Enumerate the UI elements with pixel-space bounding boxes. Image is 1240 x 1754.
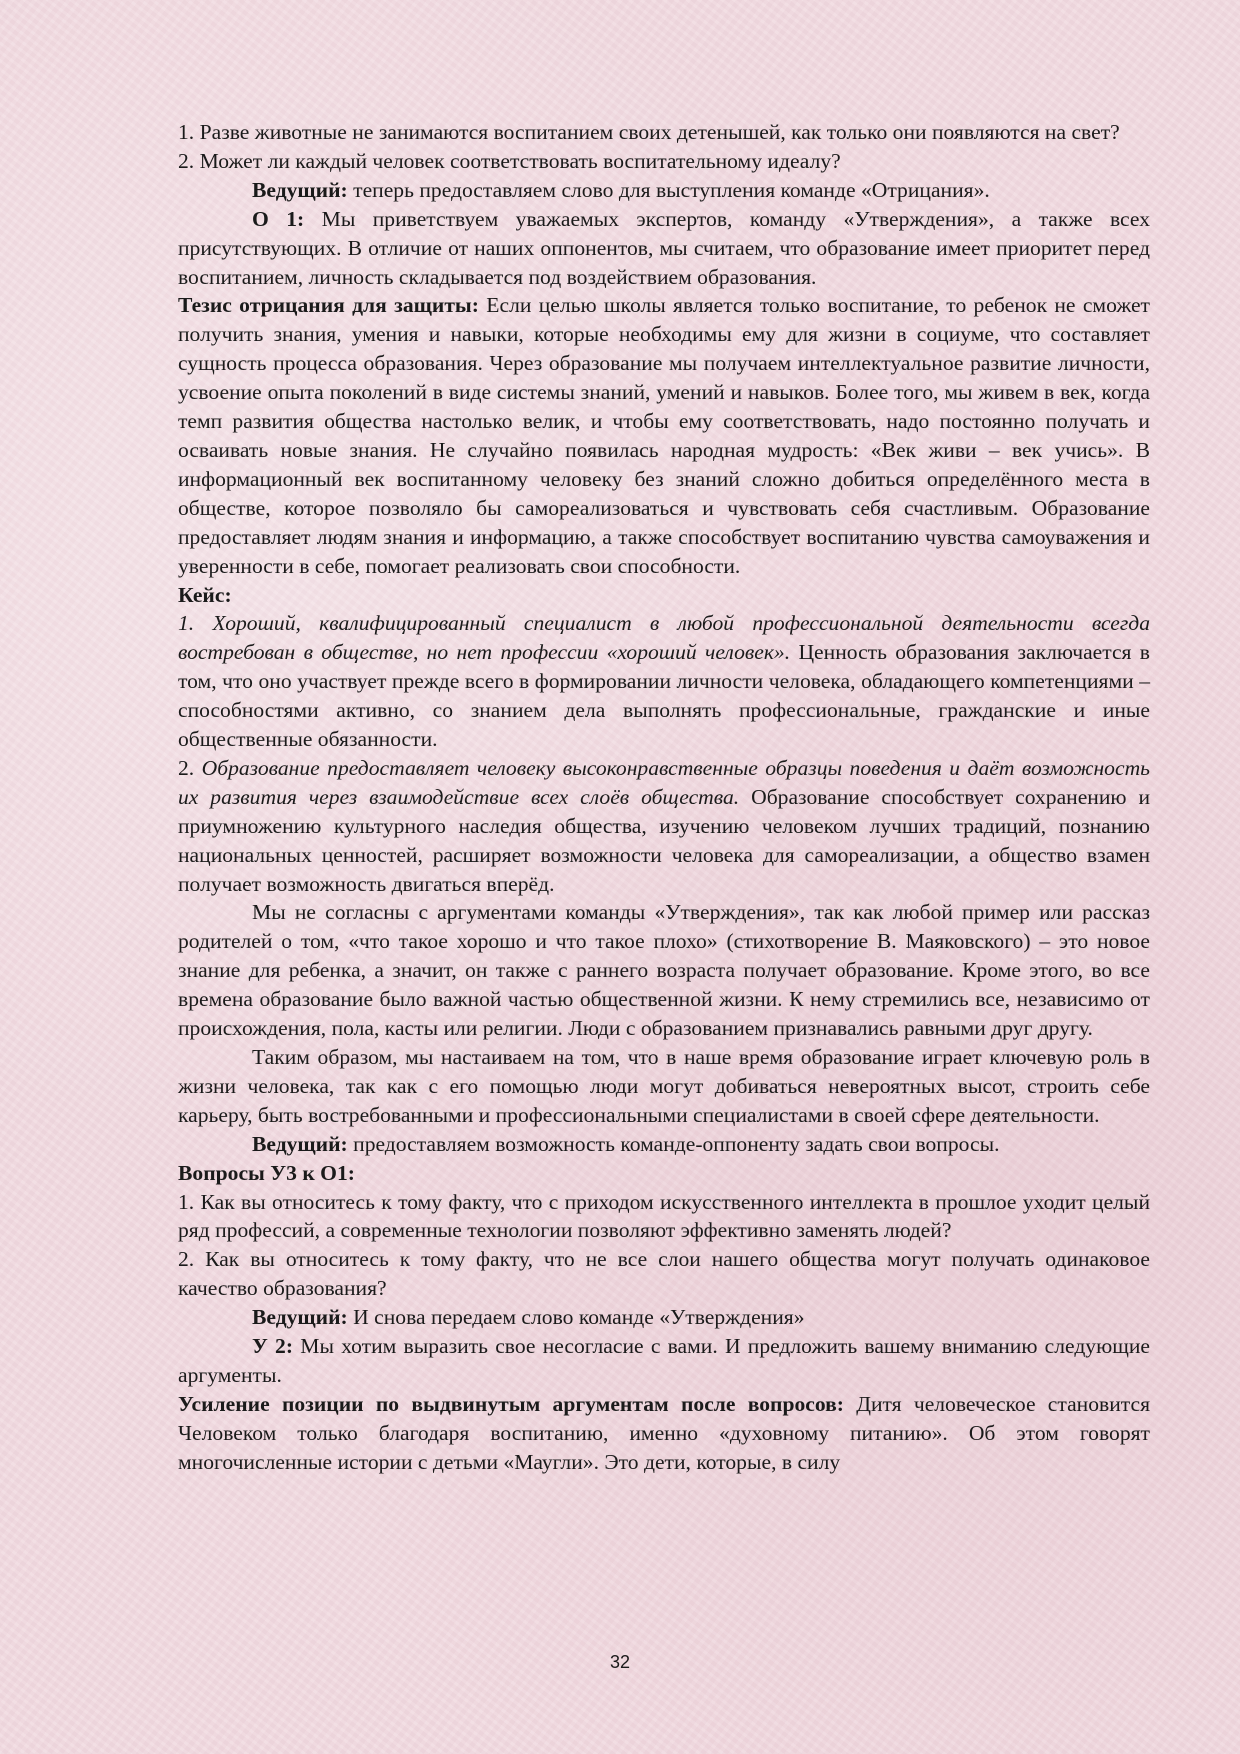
case-text: Образование способствует сохранению и приумножению культурного наследия общества, изучению человеком лучших традиций, познанию национальных ценностей, расширяет возможности человека для самореализации, а общество взамен получает возможность двигаться вперёд. <box>178 784 1151 896</box>
speech-text: И снова передаем слово команде «Утверждения» <box>347 1305 805 1330</box>
case-italic: Образование предоставляет человеку высоконравственные образцы поведения и даёт возможность их развития через взаимодействие всех слоёв общества. <box>178 755 1150 809</box>
case-text: Ценность образования заключается в том, что оно участвует прежде всего в формировании личности человека, обладающего компетенциями – способностями активно, со знанием дела выполнять профессиональные, гражданские и иные общественные обязанности. <box>178 640 1150 752</box>
opening-question-2: 2. Может ли каждый человек соответствовать воспитательному идеалу? <box>178 148 841 173</box>
speech-text: Мы приветствуем уважаемых экспертов, команду «Утверждения», а также всех присутствующих. В отличие от наших оппонентов, мы считаем, что образование имеет приоритет перед воспитанием, личность складывается под воздействием образования. <box>178 206 1150 289</box>
speech-text: Мы хотим выразить свое несогласие с вами. И предложить вашему вниманию следующие аргументы. <box>178 1334 1151 1387</box>
case-item-1 <box>178 609 1150 754</box>
host-line-1 <box>178 176 1150 205</box>
speech-text: предоставляем возможность команде-оппоненту задать свои вопросы. <box>347 1131 1000 1156</box>
host-line-3 <box>178 1303 1150 1332</box>
opening-question-1: 1. Разве животные не занимаются воспитанием своих детенышей, как только они появляются на свет? <box>178 120 1120 144</box>
speaker-label: Ведущий: <box>252 177 348 202</box>
case-heading: Кейс: <box>178 582 232 607</box>
reinforce-text: Дитя человеческое становится Человеком только благодаря воспитанию, именно «духовному питанию». Об этом говорят многочисленные истории с детьми «Маугли». Это дети, которые, в силу <box>178 1391 1150 1474</box>
o1-speech <box>178 205 1150 292</box>
speaker-label: Ведущий: <box>252 1131 348 1156</box>
speech-text: теперь предоставляем слово для выступления команде «Отрицания». <box>347 177 990 202</box>
question-2: 2. Как вы относитесь к тому факту, что не все слои нашего общества могут получать одинаковое качество образования? <box>178 1247 1150 1301</box>
case-prefix: 2. <box>178 755 202 780</box>
thesis-paragraph <box>178 291 1150 580</box>
reinforce-paragraph <box>178 1390 1150 1477</box>
case-italic: 1. Хороший, квалифицированный специалист в любой профессиональной деятельности всегда востребован в обществе, но нет профессии «хороший человек». <box>178 611 1150 665</box>
u2-speech <box>178 1332 1150 1390</box>
speaker-label: У 2: <box>252 1334 294 1359</box>
question-1: 1. Как вы относитесь к тому факту, что с приходом искусственного интеллекта в прошлое уходит целый ряд профессий, а современные технологии позволяют эффективно заменять людей? <box>178 1189 1150 1243</box>
case-item-2 <box>178 754 1150 899</box>
page-content <box>178 118 1150 1477</box>
thesis-text: Если целью школы является только воспитание, то ребенок не сможет получить знания, умения и навыки, которые необходимы ему для жизни в социуме, что составляет сущность процесса образования. Через образование мы получаем интеллектуальное развитие личности, усвоение опыта поколений в виде системы знаний, умений и навыков. Более того, мы живем в век, когда темп развития общества настолько велик, и чтобы ему соответствовать, надо постоянно получать и осваивать новые знания. Не случайно появилась народная мудрость: «Век живи – век учись». В информационный век воспитанному человеку без знаний сложно добиться определённого места в обществе, которое позволяло бы самореализоваться и чувствовать себя счастливым. Образование предоставляет людям знания и информацию, а также способствует воспитанию чувства самоуважения и уверенности в себе, помогает реализовать свои способности. <box>178 293 1150 578</box>
questions-heading: Вопросы У3 к О1: <box>178 1160 355 1185</box>
speaker-label: О 1: <box>252 206 305 231</box>
conclusion-paragraph: Таким образом, мы настаиваем на том, что в наше время образование играет ключевую роль в жизни человека, так как с его помощью люди могут добиваться невероятных высот, строить себе карьеру, быть востребованными и профессиональными специалистами в своей сфере деятельности. <box>178 1045 1150 1127</box>
disagree-paragraph: Мы не согласны с аргументами команды «Утверждения», так как любой пример или рассказ родителей о том, «что такое хорошо и что такое плохо» (стихотворение В. Маяковского) – это новое знание для ребенка, а значит, он также с раннего возраста получает образование. Кроме этого, во все времена образование было важной частью общественной жизни. К нему стремились все, независимо от происхождения, пола, касты или религии. Люди с образованием признавались равными друг другу. <box>178 900 1150 1041</box>
thesis-label: Тезис отрицания для защиты: <box>178 293 479 318</box>
reinforce-label: Усиление позиции по выдвинутым аргументам после вопросов: <box>178 1391 844 1416</box>
page-number: 32 <box>609 1652 631 1672</box>
host-line-2 <box>178 1130 1150 1159</box>
speaker-label: Ведущий: <box>252 1305 348 1330</box>
